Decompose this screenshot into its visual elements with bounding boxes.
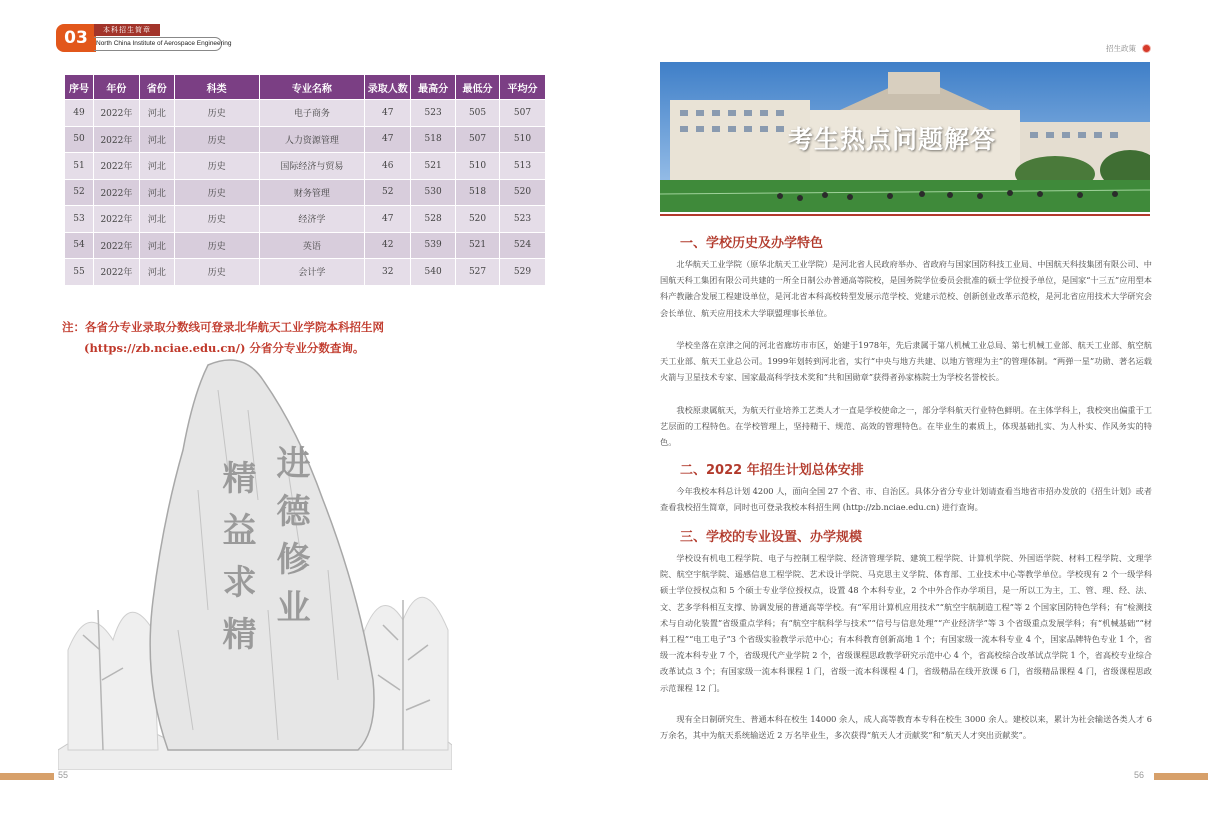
table-cell: 国际经济与贸易 [259,153,365,180]
table-row [65,232,546,259]
footer-bar-left [0,773,54,780]
table-cell: 经济学 [259,206,365,233]
column-header: 省份 [139,75,174,100]
section-heading-history: 一、学校历史及办学特色 [680,236,824,251]
paragraph: 今年我校本科总计划 4200 人，面向全国 27 个省、市、自治区。具体分省分专业计划请查看当地省市招办发放的《招生计划》或者查看我校招生简章，同时也可登录我校本科招生网 (http://zb.nciae.edu.cn) 进行查询。 [660,486,1152,513]
table-cell: 河北 [139,179,174,206]
table-cell: 518 [456,179,500,206]
table-cell: 历史 [174,153,259,180]
table-cell: 历史 [174,232,259,259]
column-header: 专业名称 [259,75,365,100]
table-cell: 518 [411,126,456,153]
table-cell: 历史 [174,126,259,153]
table-cell: 53 [65,206,94,233]
table-cell: 英语 [259,232,365,259]
table-cell: 电子商务 [259,100,365,127]
paragraph: 现有全日制研究生、普通本科在校生 14000 余人，成人高等教育本专科在校生 3000 余人。建校以来，累计为社会输送各类人才 6 万余名，其中为航天系统输送近 2 万名毕业生，多次获得“航天人才贡献奖”和“航天人才突出贡献奖”。 [660,714,1152,741]
table-cell: 521 [411,153,456,180]
section-dot-icon [1142,44,1151,53]
table-row [65,126,546,153]
table-cell: 2022年 [93,153,139,180]
table-cell: 32 [365,259,411,286]
section-heading-majors: 三、学校的专业设置、办学规模 [680,530,863,545]
paragraph: 学校设有机电工程学院、电子与控制工程学院、经济管理学院、建筑工程学院、计算机学院、外国语学院、材料工程学院、文理学院、航空宇航学院、遥感信息工程学院、艺术设计学院、马克思主义学院、体育部、工业技术中心等教学单位。学校现有 2 个一级学科硕士学位授权点和 5 个硕士专业学位授权点，设置 48 个本科专业，2 个中外合作办学项目，是一所以工为主，工、管、理、经、法、文、艺多学科相互支撑、协调发展的普通高等学校。有“军用计算机应用技术”“航空宇航制造工程”等 2 个国家国防特色学科；有“检测技术与自动化装置”省级重点学科；有“航空宇航科学与技术”“信号与信息处理”“产业经济学”等 3 个省级重点发展学科；有“机械基础”“材料工程”“电工电子”3 个省级实验教学示范中心；有本科教育创新高地 1 个；有国家级一流本科专业 4 个，国家品牌特色专业 1 个，省级一流本科专业 7 个，省级现代产业学院 2 个，省级课程思政教学研究示范中心 4 个，省高校综合改革试点学院 1 个，省高校专业综合改革试点 3 个；有国家级一流本科课程 1 门，省级一流本科课程 4 门，省级精品在线开放课 6 门，省级精品课程 4 门，省级课程思政示范课程 12 门。 [660,553,1152,693]
table-cell: 2022年 [93,100,139,127]
paragraph: 学校坐落在京津之间的河北省廊坊市市区，始建于1978年，先后隶属于第八机械工业总局、第七机械工业部、航天工业部、航空航天工业部、航天工业总公司。1999年划转到河北省，实行“中央与地方共建、以地方管理为主”的管理体制。“两弹一星”功勋、著名运载火箭与卫星技术专家、国家最高科学技术奖和“共和国勋章”获得者孙家栋院士为学校名誉校长。 [660,340,1152,383]
table-cell: 47 [365,126,411,153]
section-tag: 招生政策 [1106,44,1136,53]
table-row [65,153,546,180]
table-cell: 历史 [174,100,259,127]
table-cell: 2022年 [93,206,139,233]
table-cell: 历史 [174,179,259,206]
page-number-right: 56 [1134,770,1145,780]
table-cell: 55 [65,259,94,286]
table-header-row [65,75,546,100]
table-cell: 财务管理 [259,179,365,206]
table-cell: 524 [500,232,546,259]
column-header: 序号 [65,75,94,100]
table-cell: 507 [500,100,546,127]
rock-inscription-2: 精益求精 [216,460,256,668]
note-line-1: 注：各省分专业录取分数线可登录北华航天工业学院本科招生网 [62,320,384,334]
table-cell: 人力资源管理 [259,126,365,153]
table-cell: 523 [411,100,456,127]
table-cell: 47 [365,100,411,127]
table-cell: 539 [411,232,456,259]
paragraph: 我校原隶属航天，为航天行业培养工艺类人才一直是学校使命之一，部分学科航天行业特色鲜明。在主体学科上，我校突出偏重于工艺层面的工程特色。在学校管理上，坚持精干、规范、高效的管理特色。在毕业生的素质上，体现基础扎实、为人朴实、作风务实的特色。 [660,405,1152,448]
column-header: 平均分 [500,75,546,100]
table-cell: 527 [456,259,500,286]
table-cell: 2022年 [93,232,139,259]
table-cell: 历史 [174,259,259,286]
paragraph: 北华航天工业学院（原华北航天工业学院）是河北省人民政府举办、省政府与国家国防科技工业局、中国航天科技集团有限公司、中国航天科工集团有限公司共建的一所全日制公办普通高等院校，是国务院学位委员会批准的硕士学位授予单位，是国家“十三五”应用型本科产教融合发展工程建设单位，是河北省本科高校转型发展示范学校、党建示范校、创新创业改革示范校，是河北省应用技术大学研究会会长单位、航天应用技术大学联盟理事长单位。 [660,259,1152,318]
table-cell: 520 [456,206,500,233]
table-cell: 530 [411,179,456,206]
column-header: 最低分 [456,75,500,100]
table-row [65,179,546,206]
table-cell: 河北 [139,232,174,259]
table-cell: 510 [456,153,500,180]
table-cell: 521 [456,232,500,259]
table-cell: 513 [500,153,546,180]
table-row [65,100,546,127]
table-cell: 523 [500,206,546,233]
table-row [65,206,546,233]
table-cell: 河北 [139,100,174,127]
hero-divider [660,214,1150,216]
column-header: 最高分 [411,75,456,100]
column-header: 录取人数 [365,75,411,100]
table-cell: 52 [365,179,411,206]
section-heading-enrollment-plan: 二、2022 年招生计划总体安排 [680,463,864,478]
table-cell: 505 [456,100,500,127]
table-cell: 河北 [139,259,174,286]
hero-title: 考生热点问题解答 [788,125,997,154]
table-cell: 42 [365,232,411,259]
note-line-2: (https://zb.nciae.edu.cn/) 分省分专业分数查询。 [84,341,365,355]
table-cell: 河北 [139,153,174,180]
table-cell: 河北 [139,206,174,233]
table-cell: 510 [500,126,546,153]
table-cell: 528 [411,206,456,233]
table-body [65,100,546,286]
table-cell: 历史 [174,206,259,233]
table-cell: 520 [500,179,546,206]
table-cell: 540 [411,259,456,286]
table-cell: 47 [365,206,411,233]
admission-score-table [64,74,546,286]
table-cell: 会计学 [259,259,365,286]
table-cell: 2022年 [93,259,139,286]
table-cell: 529 [500,259,546,286]
footer-bar-right [1154,773,1208,780]
table-cell: 50 [65,126,94,153]
table-row [65,259,546,286]
table-cell: 2022年 [93,179,139,206]
table-cell: 51 [65,153,94,180]
page-number-left: 55 [58,770,69,780]
chapter-title: 本科招生简章 [94,24,160,36]
table-cell: 54 [65,232,94,259]
table-cell: 49 [65,100,94,127]
table-cell: 46 [365,153,411,180]
institute-name-en: North China Institute of Aerospace Engineering [94,37,222,51]
inscribed-rock-illustration [58,350,452,770]
rock-inscription-1: 进德修业 [270,445,310,637]
table-cell: 507 [456,126,500,153]
chapter-number-badge: 03 [56,24,96,52]
column-header: 年份 [93,75,139,100]
hero-campus-photo [660,62,1150,212]
table-cell: 河北 [139,126,174,153]
table-cell: 2022年 [93,126,139,153]
table-cell: 52 [65,179,94,206]
column-header: 科类 [174,75,259,100]
